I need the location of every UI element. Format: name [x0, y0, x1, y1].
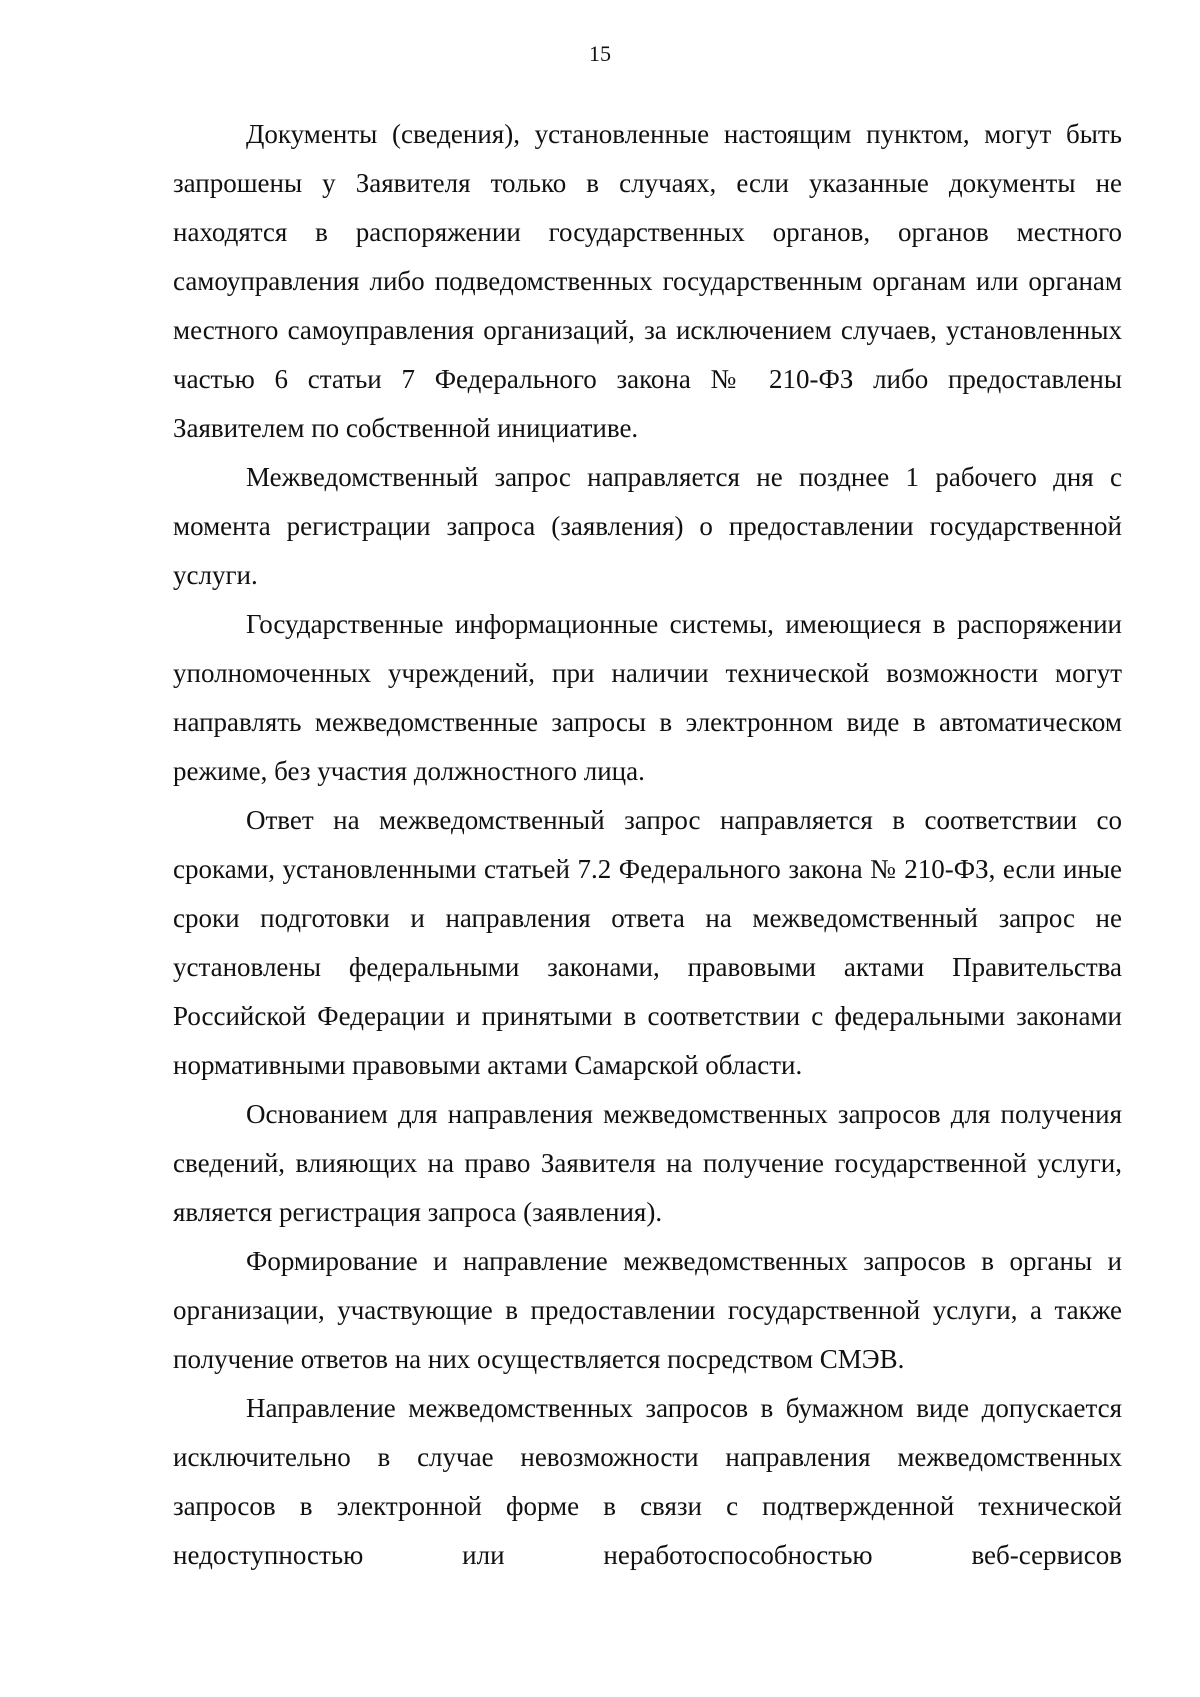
paragraph-response-terms: Ответ на межведомственный запрос направляется в соответствии со сроками, установленными статьей 7.2 Федерального закона № 210-ФЗ, если иные сроки подготовки и направления ответа на межведомственный запрос не установлены федеральными законами, правовыми актами Правительства Российской Федерации и принятыми в соответствии с федеральными законами нормативными правовыми актами Самарской области.: [173, 805, 1122, 1080]
document-body: [173, 110, 1122, 1580]
paragraph-smev: Формирование и направление межведомственных запросов в органы и организации, участвующие в предоставлении государственной услуги, а также получение ответов на них осуществляется посредством СМЭВ.: [173, 1246, 1122, 1374]
paragraph-request-deadline: Межведомственный запрос направляется не позднее 1 рабочего дня с момента регистрации запроса (заявления) о предоставлении государственной услуги.: [173, 462, 1122, 590]
paragraph-information-systems: Государственные информационные системы, имеющиеся в распоряжении уполномоченных учреждений, при наличии технической возможности могут направлять межведомственные запросы в электронном виде в автоматическом режиме, без участия должностного лица.: [173, 609, 1122, 786]
paragraph-paper-requests: Направление межведомственных запросов в бумажном виде допускается исключительно в случае невозможности направления межведомственных запросов в электронной форме в связи с подтвержденной технической недоступностью или неработоспособностью веб-сервисов: [173, 1393, 1122, 1570]
page-number: 15: [589, 41, 611, 66]
paragraph-documents-request: Документы (сведения), установленные настоящим пунктом, могут быть запрошены у Заявителя только в случаях, если указанные документы не находятся в распоряжении государственных органов, органов местного самоуправления либо подведомственных государственным органам или органам местного самоуправления организаций, за исключением случаев, установленных частью 6 статьи 7 Федерального закона № 210-ФЗ либо предоставлены Заявителем по собственной инициативе.: [173, 119, 1122, 443]
paragraph-request-grounds: Основанием для направления межведомственных запросов для получения сведений, влияющих на право Заявителя на получение государственной услуги, является регистрация запроса (заявления).: [173, 1099, 1122, 1227]
